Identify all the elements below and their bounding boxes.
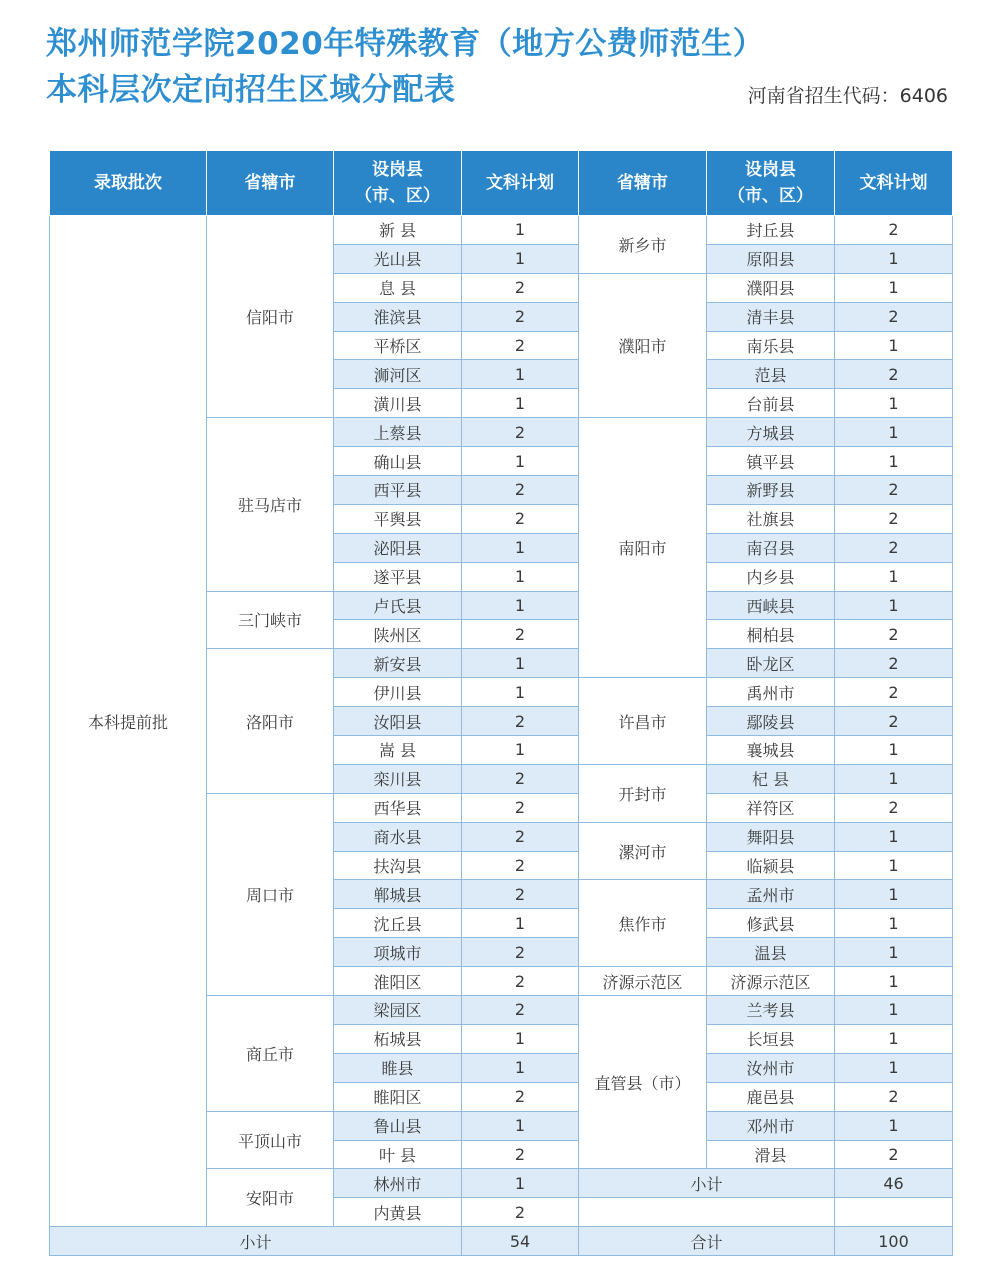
header-county-line2: （市、区） [355,186,440,206]
left-plan-cell: 2 [462,938,579,967]
left-county-cell: 西平县 [334,476,462,505]
header-plan-right: 文科计划 [835,151,953,216]
left-county-cell: 陕州区 [334,620,462,649]
left-subtotal-label: 小计 [50,1227,462,1256]
left-plan-cell: 1 [462,244,579,273]
document-title-line2: 本科层次定向招生区域分配表 [46,72,456,108]
left-plan-cell: 2 [462,822,579,851]
right-county-cell: 鄢陵县 [707,707,835,736]
left-plan-cell: 2 [462,996,579,1025]
left-county-cell: 鲁山县 [334,1111,462,1140]
left-plan-cell: 1 [462,678,579,707]
left-county-cell: 泌阳县 [334,533,462,562]
right-plan-cell: 1 [835,389,953,418]
right-county-cell: 舞阳县 [707,822,835,851]
header-city-right: 省辖市 [579,151,707,216]
right-plan-cell: 2 [835,360,953,389]
right-plan-cell: 1 [835,418,953,447]
left-plan-cell: 1 [462,736,579,765]
right-city-cell: 直管县（市） [579,996,707,1169]
right-city-cell: 济源示范区 [579,967,707,996]
left-city-cell: 洛阳市 [207,649,334,793]
right-plan-cell: 2 [835,793,953,822]
right-county-cell: 镇平县 [707,447,835,476]
right-plan-cell: 1 [835,851,953,880]
left-plan-cell: 1 [462,216,579,245]
left-county-cell: 西华县 [334,793,462,822]
right-plan-cell: 2 [835,216,953,245]
left-plan-cell: 1 [462,1053,579,1082]
right-plan-cell: 1 [835,562,953,591]
right-county-cell: 滑县 [707,1140,835,1169]
right-county-cell: 祥符区 [707,793,835,822]
footer-row [50,1227,953,1256]
left-county-cell: 睢县 [334,1053,462,1082]
right-plan-cell: 1 [835,273,953,302]
left-county-cell: 新安县 [334,649,462,678]
left-county-cell: 光山县 [334,244,462,273]
left-plan-cell: 2 [462,1140,579,1169]
right-county-cell: 内乡县 [707,562,835,591]
right-subtotal-value: 46 [835,1169,953,1198]
left-county-cell: 确山县 [334,447,462,476]
left-plan-cell: 1 [462,360,579,389]
left-plan-cell: 1 [462,533,579,562]
left-county-cell: 柘城县 [334,1024,462,1053]
left-county-cell: 淮阳区 [334,967,462,996]
right-plan-cell: 1 [835,244,953,273]
left-county-cell: 伊川县 [334,678,462,707]
right-county-cell: 济源示范区 [707,967,835,996]
right-county-cell: 邓州市 [707,1111,835,1140]
right-county-cell: 社旗县 [707,504,835,533]
left-plan-cell: 2 [462,504,579,533]
left-plan-cell: 1 [462,1111,579,1140]
right-plan-cell: 2 [835,533,953,562]
left-county-cell: 郸城县 [334,880,462,909]
header-city: 省辖市 [207,151,334,216]
left-plan-cell: 1 [462,447,579,476]
right-county-cell: 南乐县 [707,331,835,360]
batch-cell: 本科提前批 [50,216,207,1227]
right-county-cell: 鹿邑县 [707,1082,835,1111]
right-city-cell: 焦作市 [579,880,707,967]
right-county-cell: 温县 [707,938,835,967]
right-city-cell: 南阳市 [579,418,707,678]
left-county-cell: 平桥区 [334,331,462,360]
right-plan-cell: 2 [835,707,953,736]
empty-cell [835,1198,953,1227]
right-plan-cell: 1 [835,764,953,793]
right-plan-cell: 1 [835,1024,953,1053]
right-city-cell: 新乡市 [579,216,707,274]
left-county-cell: 项城市 [334,938,462,967]
left-plan-cell: 2 [462,764,579,793]
right-city-cell: 濮阳市 [579,273,707,417]
left-county-cell: 扶沟县 [334,851,462,880]
right-plan-cell: 1 [835,591,953,620]
header-row [50,151,953,216]
left-city-cell: 平顶山市 [207,1111,334,1169]
table-row [50,216,953,245]
right-county-cell: 南召县 [707,533,835,562]
right-county-cell: 长垣县 [707,1024,835,1053]
right-county-cell: 封丘县 [707,216,835,245]
right-plan-cell: 2 [835,476,953,505]
right-plan-cell: 1 [835,938,953,967]
province-code: 河南省招生代码：6406 [747,85,948,107]
right-county-cell: 襄城县 [707,736,835,765]
left-county-cell: 平舆县 [334,504,462,533]
right-county-cell: 卧龙区 [707,649,835,678]
header-county [334,151,462,216]
left-county-cell: 栾川县 [334,764,462,793]
left-county-cell: 沈丘县 [334,909,462,938]
left-plan-cell: 2 [462,331,579,360]
left-county-cell: 睢阳区 [334,1082,462,1111]
right-county-cell: 西峡县 [707,591,835,620]
document-title-line1: 郑州师范学院2020年特殊教育（地方公费师范生） [46,26,765,62]
right-plan-cell: 1 [835,996,953,1025]
right-county-cell: 台前县 [707,389,835,418]
right-plan-cell: 2 [835,504,953,533]
right-plan-cell: 1 [835,447,953,476]
left-plan-cell: 2 [462,1082,579,1111]
right-subtotal-label: 小计 [579,1169,835,1198]
left-city-cell: 商丘市 [207,996,334,1112]
right-county-cell: 杞 县 [707,764,835,793]
right-plan-cell: 2 [835,678,953,707]
right-city-cell: 许昌市 [579,678,707,765]
right-plan-cell: 1 [835,880,953,909]
left-plan-cell: 2 [462,793,579,822]
left-county-cell: 林州市 [334,1169,462,1198]
right-city-cell: 漯河市 [579,822,707,880]
total-value: 100 [835,1227,953,1256]
left-city-cell: 三门峡市 [207,591,334,649]
header-county-right-line1: 设岗县 [745,160,796,180]
left-plan-cell: 2 [462,302,579,331]
total-label: 合计 [579,1227,835,1256]
left-plan-cell: 2 [462,880,579,909]
right-plan-cell: 2 [835,620,953,649]
right-county-cell: 濮阳县 [707,273,835,302]
left-county-cell: 梁园区 [334,996,462,1025]
right-county-cell: 桐柏县 [707,620,835,649]
right-plan-cell: 2 [835,649,953,678]
left-county-cell: 卢氏县 [334,591,462,620]
right-plan-cell: 1 [835,1111,953,1140]
left-plan-cell: 2 [462,851,579,880]
left-county-cell: 新 县 [334,216,462,245]
left-city-cell: 安阳市 [207,1169,334,1227]
allocation-table [49,150,953,1256]
right-city-cell: 开封市 [579,764,707,822]
left-city-cell: 周口市 [207,793,334,995]
header-plan: 文科计划 [462,151,579,216]
right-county-cell: 原阳县 [707,244,835,273]
left-county-cell: 商水县 [334,822,462,851]
right-county-cell: 临颍县 [707,851,835,880]
left-city-cell: 信阳市 [207,216,334,418]
left-plan-cell: 1 [462,909,579,938]
left-plan-cell: 2 [462,707,579,736]
header-county-right-line2: （市、区） [728,186,813,206]
right-county-cell: 修武县 [707,909,835,938]
right-county-cell: 禹州市 [707,678,835,707]
left-county-cell: 息 县 [334,273,462,302]
left-plan-cell: 1 [462,1169,579,1198]
right-county-cell: 汝州市 [707,1053,835,1082]
right-plan-cell: 1 [835,909,953,938]
left-subtotal-value: 54 [462,1227,579,1256]
right-plan-cell: 1 [835,331,953,360]
right-plan-cell: 2 [835,1082,953,1111]
left-city-cell: 驻马店市 [207,418,334,591]
left-plan-cell: 1 [462,591,579,620]
right-county-cell: 方城县 [707,418,835,447]
left-county-cell: 潢川县 [334,389,462,418]
empty-cell [579,1198,835,1227]
right-plan-cell: 1 [835,967,953,996]
left-plan-cell: 2 [462,1198,579,1227]
right-county-cell: 兰考县 [707,996,835,1025]
right-county-cell: 新野县 [707,476,835,505]
left-county-cell: 内黄县 [334,1198,462,1227]
left-county-cell: 淮滨县 [334,302,462,331]
header-batch: 录取批次 [50,151,207,216]
right-plan-cell: 1 [835,822,953,851]
right-county-cell: 清丰县 [707,302,835,331]
left-county-cell: 浉河区 [334,360,462,389]
table-body [50,216,953,1256]
left-plan-cell: 2 [462,273,579,302]
left-plan-cell: 2 [462,620,579,649]
left-county-cell: 嵩 县 [334,736,462,765]
left-county-cell: 上蔡县 [334,418,462,447]
left-county-cell: 汝阳县 [334,707,462,736]
left-county-cell: 遂平县 [334,562,462,591]
header-county-line1: 设岗县 [372,160,423,180]
left-plan-cell: 2 [462,418,579,447]
left-county-cell: 叶 县 [334,1140,462,1169]
right-plan-cell: 2 [835,302,953,331]
left-plan-cell: 2 [462,476,579,505]
left-plan-cell: 2 [462,967,579,996]
header-county-right [707,151,835,216]
right-county-cell: 范县 [707,360,835,389]
left-plan-cell: 1 [462,1024,579,1053]
right-plan-cell: 1 [835,736,953,765]
left-plan-cell: 1 [462,389,579,418]
right-county-cell: 孟州市 [707,880,835,909]
left-plan-cell: 1 [462,649,579,678]
right-plan-cell: 2 [835,1140,953,1169]
right-plan-cell: 1 [835,1053,953,1082]
left-plan-cell: 1 [462,562,579,591]
